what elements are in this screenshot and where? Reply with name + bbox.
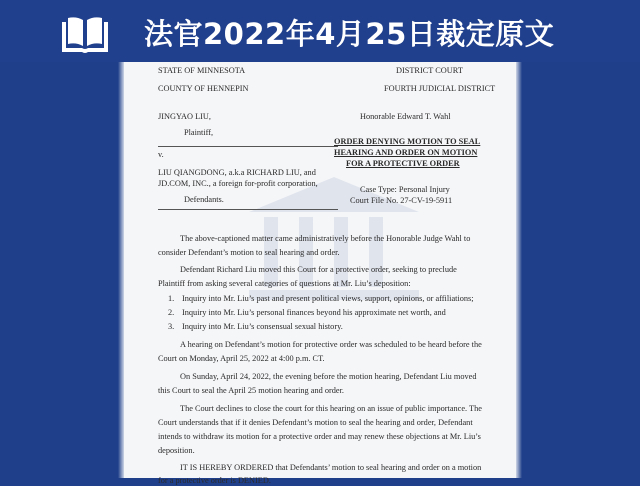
- paragraph-2-line-1: Defendant Richard Liu moved this Court for a protective order, seeking to preclude: [180, 265, 457, 274]
- list-number-3: 3.: [168, 322, 175, 331]
- page-shadow-right: [516, 62, 522, 478]
- district-label: FOURTH JUDICIAL DISTRICT: [384, 84, 496, 93]
- paragraph-3-line-2: Court on Monday, April 25, 2022 at 4:00 p.m. CT.: [158, 354, 325, 363]
- county-label: COUNTY OF HENNEPIN: [158, 84, 249, 93]
- paragraph-5-line-3: intends to withdraw its motion for a protective order and may renew these objections at Mr. Liu’s: [158, 432, 481, 441]
- state-label: STATE OF MINNESOTA: [158, 66, 246, 75]
- plaintiff-label: Plaintiff,: [184, 128, 214, 137]
- paragraph-4-line-2: this Court to seal the April 25 motion hearing and order.: [158, 386, 344, 395]
- list-item-3: Inquiry into Mr. Liu’s consensual sexual history.: [182, 322, 343, 331]
- order-title-line-1: ORDER DENYING MOTION TO SEAL: [334, 137, 481, 146]
- defendant-line-1: LIU QIANGDONG, a.k.a RICHARD LIU, and: [158, 168, 316, 177]
- banner: [0, 0, 640, 62]
- list-item-1: Inquiry into Mr. Liu’s past and present political views, support, opinions, or affiliations;: [182, 294, 474, 303]
- paragraph-5-line-4: deposition.: [158, 446, 195, 455]
- judge-name: Honorable Edward T. Wahl: [360, 112, 451, 121]
- paragraph-3-line-1: A hearing on Defendant’s motion for protective order was scheduled to be heard before the: [180, 340, 482, 349]
- defendant-line-2: JD.COM, INC., a foreign for-profit corporation,: [158, 179, 318, 188]
- paragraph-5-line-1: The Court declines to close the court for this hearing on an issue of public importance. The: [180, 404, 482, 413]
- paragraph-1-line-1: The above-captioned matter came administratively before the Honorable Judge Wahl to: [180, 234, 471, 243]
- paragraph-4-line-1: On Sunday, April 24, 2022, the evening before the motion hearing, Defendant Liu moved: [180, 372, 477, 381]
- defendants-label: Defendants.: [184, 195, 224, 204]
- paragraph-2-line-2: Plaintiff from asking several categories of questions at Mr. Liu’s deposition:: [158, 279, 411, 288]
- versus-label: v.: [158, 150, 164, 159]
- paragraph-6-line-1: IT IS HEREBY ORDERED that Defendants’ motion to seal hearing and order on a motion: [180, 463, 482, 472]
- order-title-line-2: HEARING AND ORDER ON MOTION: [334, 148, 478, 157]
- list-number-2: 2.: [168, 308, 175, 317]
- case-type: Case Type: Personal Injury: [360, 185, 450, 194]
- caption-rule-bottom: [158, 209, 338, 210]
- banner-title: 法官2022年4月25日裁定原文: [144, 17, 555, 51]
- caption-rule: [158, 146, 338, 147]
- paragraph-1-line-2: consider Defendant’s motion to seal hearing and order.: [158, 248, 340, 257]
- court-order-page: [124, 62, 516, 485]
- paragraph-5-line-2: Court understands that if it denies Defendant’s motion to seal the hearing and order, Defendant: [158, 418, 473, 427]
- book-icon: [60, 14, 110, 54]
- plaintiff-name: JINGYAO LIU,: [158, 112, 212, 121]
- court-file-number: Court File No. 27-CV-19-5911: [350, 196, 453, 205]
- list-number-1: 1.: [168, 294, 175, 303]
- paragraph-6-line-2: for a protective order is DENIED.: [158, 476, 271, 485]
- court-label: DISTRICT COURT: [396, 66, 463, 75]
- order-title-line-3: FOR A PROTECTIVE ORDER: [346, 159, 460, 168]
- list-item-2: Inquiry into Mr. Liu’s personal finances beyond his approximate net worth, and: [182, 308, 446, 317]
